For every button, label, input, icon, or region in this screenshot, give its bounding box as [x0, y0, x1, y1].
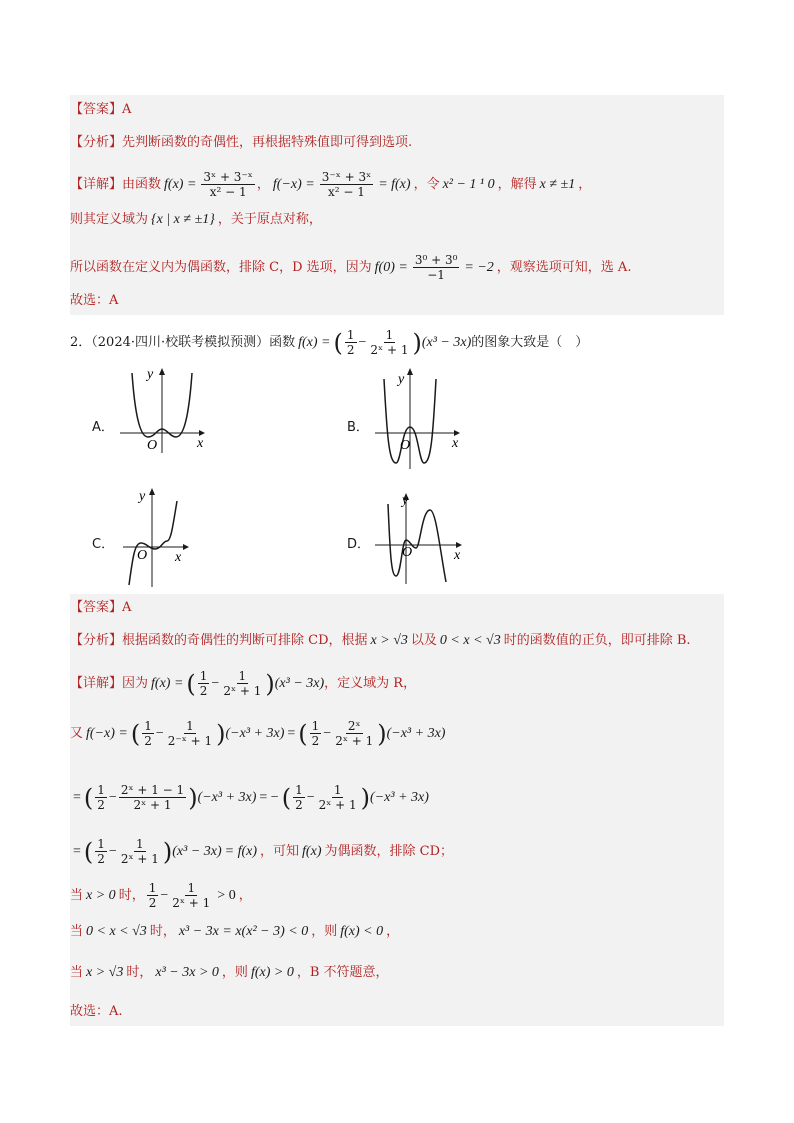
detail-tag: 【详解】 — [70, 675, 123, 691]
stem-half: $\frac{1}{2}$ — [346, 328, 355, 357]
x-label: x — [175, 550, 182, 565]
choose-row-2: 故选：A. — [70, 1004, 123, 1019]
derive-line-3: = ( $\frac{1}{2}$ − $\frac{\text{2ˣ + 1 − 1}}{\text{2ˣ + 1}}$ ) (−x³ + 3x) = − ( $\frac{1}{2}$ − $\frac{1}{\text{2ˣ + 1}}$ ) (−x³ + 3x) — [73, 783, 429, 812]
x-label: x — [454, 548, 461, 563]
solve-result: x ≠ ±1 — [539, 176, 576, 192]
option-b-label[interactable]: B． — [347, 420, 369, 435]
option-a-label[interactable]: A． — [92, 420, 114, 435]
option-c-graph[interactable] — [115, 485, 200, 590]
domain-set: {x | x ≠ ±1} — [151, 212, 215, 227]
x-label: x — [197, 436, 204, 451]
even-row-1: 所以函数在定义内为偶函数，排除 C，D 选项，因为 f(0) = $\frac{\text{3⁰ + 3⁰}}{-1}$ = −2 ，观察选项可知，选 A. — [70, 253, 632, 282]
origin-label: O — [147, 438, 158, 453]
analysis-tag: 【分析】 — [70, 135, 123, 150]
x-label: x — [452, 436, 459, 451]
option-d-graph[interactable] — [370, 490, 465, 585]
domain-row-1: 则其定义域为 {x | x ≠ ±1} ，关于原点对称， — [70, 210, 724, 230]
x-arrow-icon — [183, 544, 189, 550]
origin-label: O — [137, 548, 148, 563]
fraction-1: $\frac{\text{3ˣ + 3⁻ˣ}}{\text{x² − 1}}$ — [203, 170, 253, 199]
answer-tag: 【答案】 — [70, 102, 123, 117]
answer-tag: 【答案】 — [70, 600, 123, 615]
f-neg-expr: f(−x) = — [272, 176, 315, 192]
solution-block-1 — [70, 95, 724, 315]
derive-line-7: 当 x > √3 时， x³ − 3x > 0 ，则 f(x) > 0 ，B 不符题意， — [70, 965, 389, 980]
y-arrow-icon — [149, 488, 155, 495]
y-arrow-icon — [407, 368, 413, 375]
f-expr: f(x) = — [164, 176, 197, 192]
analysis-row-1 — [70, 133, 724, 153]
derive-line-4: = ( $\frac{1}{2}$ − $\frac{1}{\text{2ˣ + 1}}$ ) (x³ − 3x) = f(x) ，可知 f(x) 为偶函数，排除 CD； — [73, 837, 453, 866]
fraction-3: $\frac{\text{3⁰ + 3⁰}}{-1}$ — [414, 253, 458, 282]
origin-label: O — [400, 438, 411, 453]
fraction-2: $\frac{\text{3⁻ˣ + 3ˣ}}{\text{x² − 1}}$ — [321, 170, 372, 199]
choose-row-1: 故选：A — [70, 293, 119, 308]
y-label: y — [398, 372, 405, 387]
option-d-label[interactable]: D． — [347, 537, 371, 552]
f0-expr: f(0) = — [374, 259, 408, 275]
answer-value: A — [122, 600, 132, 615]
answer-value: A — [122, 102, 132, 117]
y-arrow-icon — [159, 368, 165, 375]
curve-c — [129, 501, 177, 585]
origin-label: O — [402, 545, 413, 560]
y-label: y — [402, 493, 409, 508]
option-c-label[interactable]: C． — [92, 537, 115, 552]
derive-line-6: 当 0 < x < √3 时， x³ − 3x = x(x² − 3) < 0 ，则 f(x) < 0 ， — [70, 924, 400, 939]
detail-tag: 【详解】 — [70, 176, 123, 192]
condition: x² − 1 ¹ 0 — [442, 176, 495, 192]
analysis-text: 先判断函数的奇偶性，再根据特殊值即可得到选项. — [122, 135, 413, 150]
answer-row-2 — [70, 598, 724, 618]
problem-2-stem: 2．（2024·四川·校联考模拟预测）函数 f(x) = ( $\frac{1}{2}$ − $\frac{1}{\text{2ˣ + 1}}$ ) (x³ − 3x) 的图象大致是（ ） — [70, 328, 589, 357]
option-a-graph[interactable] — [115, 365, 210, 455]
curve-d — [388, 504, 446, 582]
detail-row-2: 【详解】 因为 f(x) = ( $\frac{1}{2}$ − $\frac{1}{\text{2ˣ + 1}}$ ) (x³ − 3x) ，定义域为 R， — [70, 669, 417, 698]
detail-row-1: 【详解】 由函数 f(x) = $\frac{\text{3ˣ + 3⁻ˣ}}{\text{x² − 1}}$ ， f(−x) = $\frac{\text{3⁻ˣ + 3ˣ}}{\text{x² − 1}}$ = f(x) ，令 x² − 1 ¹ 0 ，解得 x ≠ ±1 ， — [70, 170, 592, 199]
option-b-graph[interactable] — [370, 365, 465, 470]
answer-row-1 — [70, 100, 724, 120]
derive-line-5: 当 x > 0 时， $\frac{1}{2}$ − $\frac{1}{\text{2ˣ + 1}}$ > 0 ， — [70, 881, 252, 910]
y-label: y — [147, 367, 154, 382]
y-label: y — [139, 489, 146, 504]
detail-intro: 由函数 — [122, 176, 162, 192]
stem-prefix: 2．（2024·四川·校联考模拟预测）函数 — [70, 334, 296, 350]
analysis-tag: 【分析】 — [70, 633, 123, 648]
derive-line-2: 又 f(−x) = ( $\frac{1}{2}$ − $\frac{1}{\text{2⁻ˣ + 1}}$ ) (−x³ + 3x) = ( $\frac{1}{2}$ − $\frac{\text{2ˣ}}{\text{2ˣ + 1}}$ ) (−x³ + 3x) — [70, 719, 446, 748]
analysis-row-2: 【分析】 根据函数的奇偶性的判断可排除 CD，根据 x > √3 以及 0 < x < √3 时的函数值的正负，即可排除 B. — [70, 631, 724, 651]
stem-frac: $\frac{1}{\text{2ˣ + 1}}$ — [370, 328, 409, 357]
